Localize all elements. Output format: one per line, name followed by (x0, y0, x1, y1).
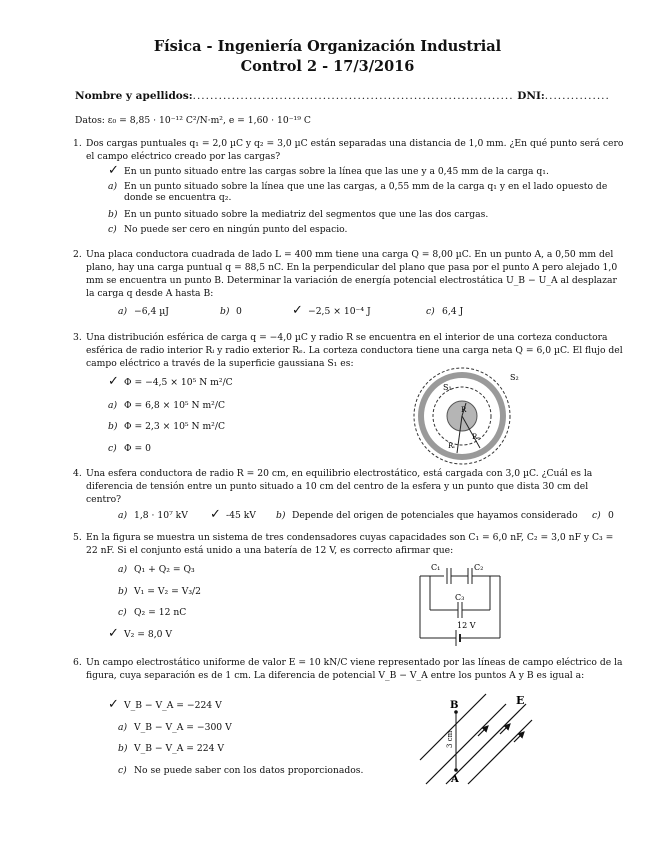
option-text: En un punto situado sobre la línea que une las cargas, a 0,55 mm de la carga q₁ y en el lado opuesto de donde se encuentra q₂. (124, 181, 608, 203)
label-c2: C₂ (474, 563, 484, 572)
q2-option-b[interactable]: b) 0 (220, 306, 242, 317)
dni-field[interactable]: ............... (544, 90, 610, 102)
q3-option-c[interactable]: c) Φ = 0 (108, 443, 151, 454)
question-6 (73, 656, 624, 682)
dni-label: DNI: (517, 90, 545, 102)
q1-option-c[interactable]: c) No puede ser cero en ningún punto del espacio. (108, 224, 348, 235)
question-number: 2. (73, 249, 82, 260)
checkmark-icon: ✓ (108, 374, 119, 389)
checkmark-icon: ✓ (108, 697, 119, 712)
question-5 (73, 531, 624, 557)
name-dni-line (75, 90, 623, 102)
page-subtitle: Control 2 - 17/3/2016 (240, 58, 415, 75)
question-number: 3. (73, 332, 82, 343)
label-c1: C₁ (431, 563, 441, 572)
q1-option-a[interactable]: a) En un punto situado sobre la línea que une las cargas, a 0,55 mm de la carga q₁ y en el lado opuesto de donde se encuentra q₂. (108, 181, 622, 203)
q5-option-correct[interactable]: ✓ V₂ = 8,0 V (108, 626, 173, 641)
checkmark-icon: ✓ (108, 626, 119, 641)
name-label: Nombre y apellidos: (75, 90, 193, 102)
label-e: E (516, 694, 525, 707)
q3-option-b[interactable]: b) Φ = 2,3 × 10⁵ N m²/C (108, 421, 225, 432)
question-text: Una esfera conductora de radio R = 20 cm, en equilibrio electrostático, está cargada con 3,0 µC. ¿Cuál es la diferencia de tensión entre un punto situado a 10 cm del centro de la esfera y un punto que dista 30 cm del centro? (86, 468, 593, 505)
option-text: No puede ser cero en ningún punto del espacio. (124, 224, 348, 235)
q4-option-c[interactable]: c) 0 (592, 510, 614, 521)
q3-option-correct[interactable]: ✓ Φ = −4,5 × 10⁵ N m²/C (108, 374, 233, 389)
field-line-2 (426, 704, 506, 784)
q4-option-a[interactable]: a) 1,8 · 10⁷ kV (118, 510, 188, 521)
label-r: R (461, 406, 467, 414)
field-lines-figure (416, 688, 534, 788)
label-re: Rₑ (472, 433, 480, 441)
label-distance: 3 cm (446, 730, 454, 748)
q2-option-a[interactable]: a) −6,4 µJ (118, 306, 169, 317)
q5-option-c[interactable]: c) Q₂ = 12 nC (118, 607, 187, 618)
q2-option-c[interactable]: c) 6,4 J (426, 306, 464, 317)
q1-option-correct[interactable] (108, 163, 549, 178)
checkmark-icon: ✓ (108, 163, 119, 178)
question-text: Una distribución esférica de carga q = −4,0 µC y radio R se encuentra en el interior de una corteza conductora esférica de radio interior Rᵢ y radio exterior Rₑ. La corteza conductora tiene una carga neta Q = 6,0 µC. El flujo del campo eléctrico a través de la superficie gaussiana S₁ es: (86, 332, 623, 369)
name-field[interactable]: .......................................................................... (192, 90, 514, 102)
q5-option-b[interactable]: b) V₁ = V₂ = V₃/2 (118, 586, 201, 597)
question-1 (73, 137, 624, 163)
question-number: 5. (73, 532, 82, 543)
label-b: B (450, 700, 459, 711)
question-number: 6. (73, 657, 82, 668)
q4-option-b[interactable]: b) Depende del origen de potenciales que hayamos considerado (276, 510, 578, 521)
question-text: Una placa conductora cuadrada de lado L = 400 mm tiene una carga Q = 8,00 µC. En un punto A, a 0,50 mm del plano, hay una carga puntual q = 88,5 nC. En la perpendicular del plano que pasa por el punto A pero alejado 1,0 mm se encuentra un punto B. Determinar la variación de energía potencial electrostática U_B − U_A al desplazar la carga q desde A hasta B: (86, 249, 618, 299)
spherical-shell-figure (410, 366, 522, 466)
page-title: Física - Ingeniería Organización Industrial (153, 38, 502, 55)
field-line-3 (446, 704, 526, 784)
question-2 (73, 248, 624, 300)
question-text: En la figura se muestra un sistema de tres condensadores cuyas capacidades son C₁ = 6,0 nF, C₂ = 3,0 nF y C₃ = 22 nF. Si el conjunto está unido a una batería de 12 V, es correcto afirmar que: (86, 532, 614, 556)
label-ri: Rᵢ (448, 442, 455, 450)
question-4 (73, 467, 624, 506)
label-c3: C₃ (455, 593, 465, 602)
q6-option-b[interactable]: b) V_B − V_A = 224 V (118, 743, 225, 754)
question-text: Dos cargas puntuales q₁ = 2,0 µC y q₂ = 3,0 µC están separadas una distancia de 1,0 mm. ¿En qué punto será cero el campo eléctrico creado por las cargas? (86, 138, 624, 162)
q6-option-a[interactable]: a) V_B − V_A = −300 V (118, 722, 232, 733)
label-s2: S₂ (510, 373, 519, 382)
question-text: Un campo electrostático uniforme de valor E = 10 kN/C viene representado por las líneas de campo eléctrico de la figura, cuya separación es de 1 cm. La diferencia de potencial V_B − V_A entre los puntos A y B es igual a: (86, 657, 623, 681)
q6-option-c[interactable]: c) No se puede saber con los datos proporcionados. (118, 765, 364, 776)
label-battery: 12 V (457, 621, 476, 630)
point-a (454, 768, 458, 772)
option-text: En un punto situado entre las cargas sobre la línea que las une y a 0,45 mm de la carga q₁. (124, 166, 549, 177)
capacitor-circuit-figure (412, 560, 522, 646)
label-s1: S₁ (443, 383, 452, 392)
q4-option-correct[interactable]: ✓ -45 kV (210, 507, 256, 522)
checkmark-icon: ✓ (292, 303, 303, 318)
question-number: 1. (73, 138, 82, 149)
datos-line: Datos: ε₀ = 8,85 · 10⁻¹² C²/N·m², e = 1,60 · 10⁻¹⁹ C (75, 115, 311, 126)
label-a: A (451, 774, 459, 785)
checkmark-icon: ✓ (210, 507, 221, 522)
q6-option-correct[interactable]: ✓ V_B − V_A = −224 V (108, 697, 222, 712)
q2-option-correct[interactable]: ✓ −2,5 × 10⁻⁴ J (292, 303, 371, 318)
q5-option-a[interactable]: a) Q₁ + Q₂ = Q₃ (118, 564, 195, 575)
q3-option-a[interactable]: a) Φ = 6,8 × 10⁵ N m²/C (108, 400, 225, 411)
question-number: 4. (73, 468, 82, 479)
option-text: En un punto situado sobre la mediatriz del segmentos que une las dos cargas. (124, 209, 489, 220)
q1-option-b[interactable]: b) En un punto situado sobre la mediatriz del segmentos que une las dos cargas. (108, 209, 489, 220)
question-3 (73, 331, 624, 370)
